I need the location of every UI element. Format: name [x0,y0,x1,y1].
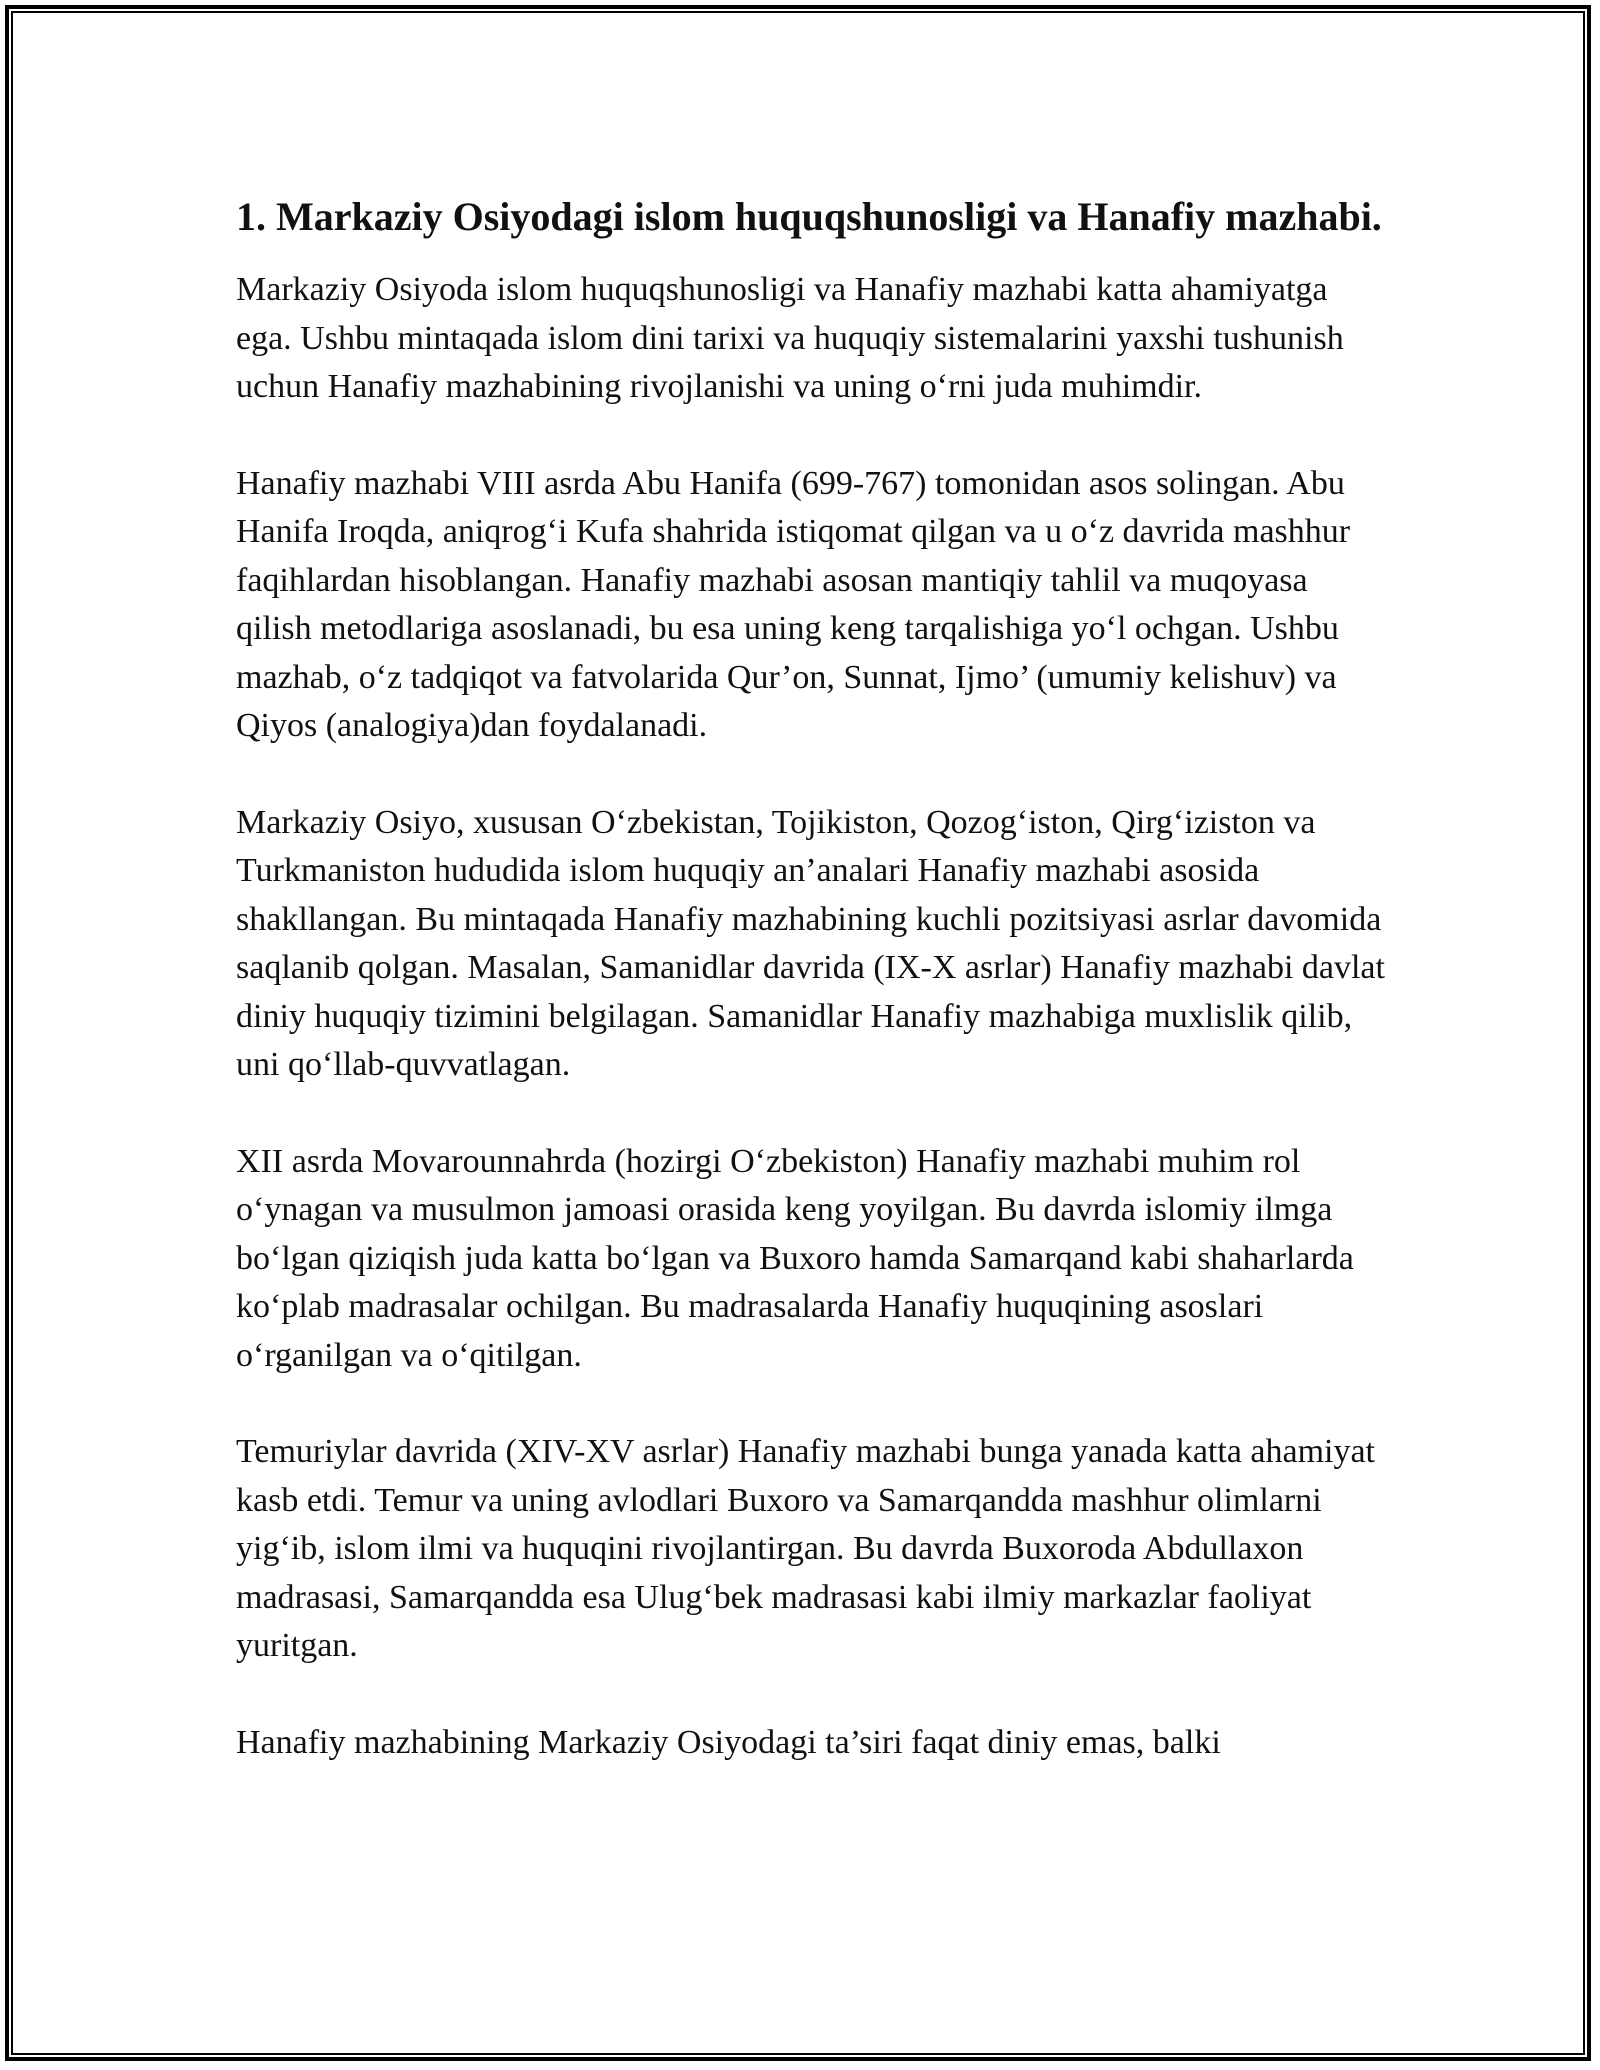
paragraph-influence: Hanafiy mazhabining Markaziy Osiyodagi ta’siri faqat diniy emas, balki [236,1723,1221,1761]
paragraph-abu-hanifa: Hanafiy mazhabi VIII asrda Abu Hanifa (699-767) tomonidan asos solingan. Abu Hanifa Iroqda, aniqrog‘i Kufa shahrida istiqomat qilgan va u o‘z davrida mashhur faqihlardan hisoblangan. Hanafiy mazhabi asosan mantiqiy tahlil va muqoyasa qilish metodlariga asoslanadi, bu esa uning keng tarqalishiga yo‘l ochgan. Ushbu mazhab, o‘z tadqiqot va fatvolarida Qur’on, Sunnat, Ijmo’ (umumiy kelishuv) va Qiyos (analogiya)dan foydalanadi. [236,464,1351,744]
section-heading: 1. Markaziy Osiyodagi islom huquqshunosligi va Hanafiy mazhabi. [236,194,1382,239]
paragraph-central-asia: Markaziy Osiyo, xususan O‘zbekistan, Tojikiston, Qozog‘iston, Qirg‘iziston va Turkmaniston hududida islom huquqiy an’analari Hanafiy mazhabi asosida shakllangan. Bu mintaqada Hanafiy mazhabining kuchli pozitsiyasi asrlar davomida saqlanib qolgan. Masalan, Samanidlar davrida (IX-X asrlar) Hanafiy mazhabi davlat diniy huquqiy tizimini belgilagan. Samanidlar Hanafiy mazhabiga muxlislik qilib, uni qo‘llab-quvvatlagan. [236,803,1385,1083]
paragraph-intro: Markaziy Osiyoda islom huquqshunosligi va Hanafiy mazhabi katta ahamiyatga ega. Ushbu mintaqada islom dini tarixi va huquqiy sistemalarini yaxshi tushunish uchun Hanafiy mazhabining rivojlanishi va uning o‘rni juda muhimdir. [236,271,1344,405]
paragraph-movarounnahr: XII asrda Movarounnahrda (hozirgi O‘zbekiston) Hanafiy mazhabi muhim rol o‘ynagan va musulmon jamoasi orasida keng yoyilgan. Bu davrda islomiy ilmga bo‘lgan qiziqish juda katta bo‘lgan va Buxoro hamda Samarqand kabi shaharlarda ko‘plab madrasalar ochilgan. Bu madrasalarda Hanafiy huquqining asoslari o‘rganilgan va o‘qitilgan. [236,1142,1354,1374]
paragraph-temuriylar: Temuriylar davrida (XIV-XV asrlar) Hanafiy mazhabi bunga yanada katta ahamiyat kasb etdi. Temur va uning avlodlari Buxoro va Samarqandda mashhur olimlarni yig‘ib, islom ilmi va huquqini rivojlantirgan. Bu davrda Buxoroda Abdullaxon madrasasi, Samarqandda esa Ulug‘bek madrasasi kabi ilmiy markazlar faoliyat yuritgan. [236,1433,1375,1664]
document-body [236,188,1386,1815]
